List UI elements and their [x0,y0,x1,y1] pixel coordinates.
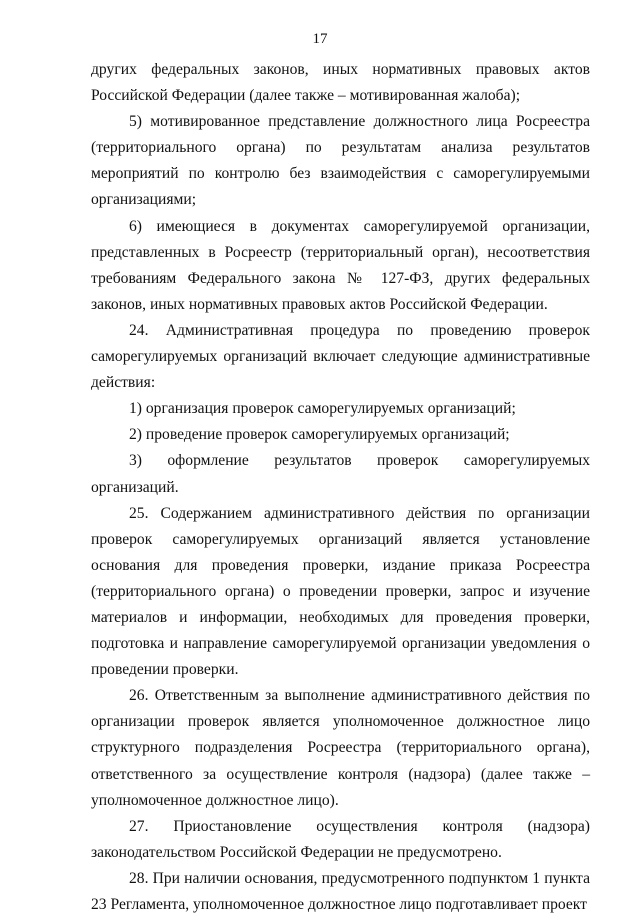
paragraph-24: 24. Административная процедура по проведению проверок саморегулируемых организаций включает следующие административные действия: [91,321,590,392]
page-number: 17 [312,31,328,47]
paragraph-27: 27. Приостановление осуществления контроля (надзора) законодательством Российской Федерации не предусмотрено. [91,817,590,861]
paragraph-continuation: других федеральных законов, иных нормативных правовых актов Российской Федерации (далее также – мотивированная жалоба); [91,61,590,105]
paragraph-25: 25. Содержанием административного действия по организации проверок саморегулируемых организаций является установление основания для проведения проверки, издание приказа Росреестра (территориального органа) о проведении проверки, запрос и изучение материалов и информации, необходимых для проведения проверки, подготовка и направление саморегулируемой организации уведомления о проведении проверки. [91,504,590,679]
paragraph-26: 26. Ответственным за выполнение административного действия по организации проверок является уполномоченное должностное лицо структурного подразделения Росреестра (территориального органа), ответственного за осуществление контроля (надзора) (далее также – уполномоченное должностное лицо). [91,687,590,809]
paragraph-28: 28. При наличии основания, предусмотренного подпунктом 1 пункта 23 Регламента, уполномоченное должностное лицо подготавливает проект [91,869,590,913]
paragraph-24-item-3: 3) оформление результатов проверок саморегулируемых организаций. [91,452,590,496]
paragraph-24-item-1: 1) организация проверок саморегулируемых организаций; [129,400,516,418]
document-body [91,57,590,918]
paragraph-item-6: 6) имеющиеся в документах саморегулируемой организации, представленных в Росреестр (территориальный орган), несоответствия требованиям Федерального закона № 127-ФЗ, других федеральных законов, иных нормативных правовых актов Российской Федерации. [91,217,590,313]
paragraph-item-5: 5) мотивированное представление должностного лица Росреестра (территориального органа) по результатам анализа результатов мероприятий по контролю без взаимодействия с саморегулируемыми организациями; [91,113,590,209]
paragraph-24-item-2: 2) проведение проверок саморегулируемых организаций; [129,426,510,444]
